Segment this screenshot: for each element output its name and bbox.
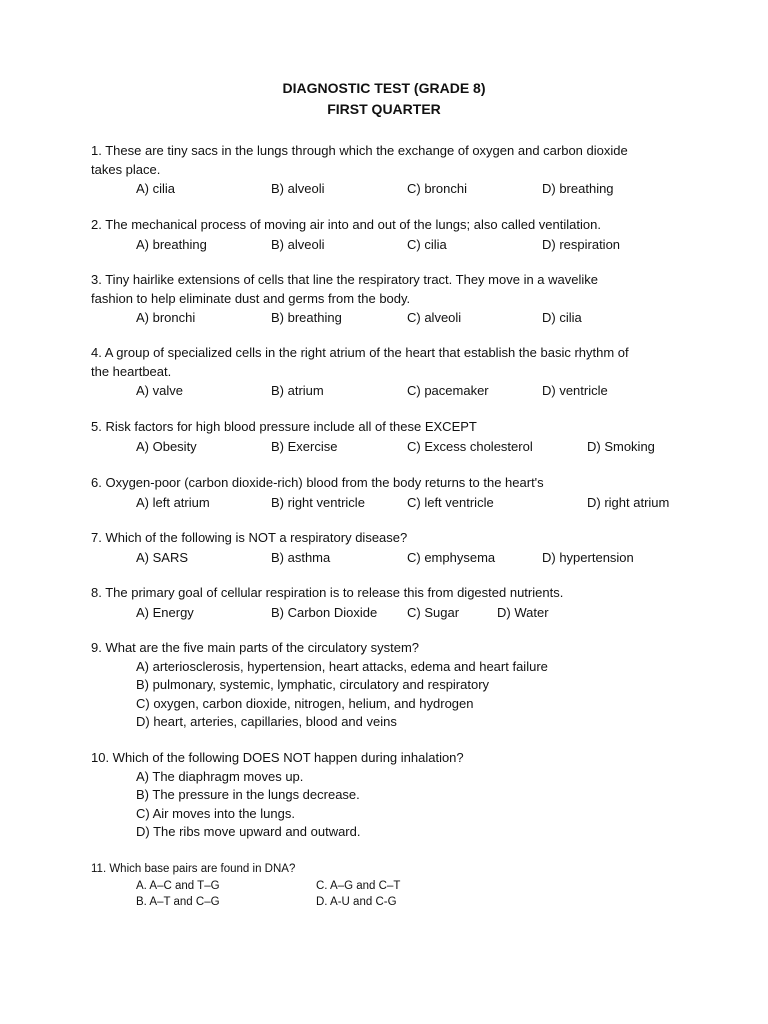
option-d: D) ventricle: [542, 383, 608, 398]
question-stem: 4. A group of specialized cells in the right atrium of the heart that establish the basic rhythm of: [91, 345, 629, 360]
option-d: D) right atrium: [587, 494, 670, 510]
option-a: A) breathing: [136, 236, 207, 252]
option-a: A) Obesity: [136, 438, 197, 454]
option-d: D) heart, arteries, capillaries, blood and veins: [136, 714, 397, 729]
option-b: B) right ventricle: [271, 494, 365, 510]
question-3: [91, 271, 691, 327]
option-b: B) Exercise: [271, 438, 338, 454]
option-d: D) respiration: [542, 236, 621, 252]
option-a: A) left atrium: [136, 494, 210, 510]
question-8: [91, 584, 691, 622]
question-stem: 1. These are tiny sacs in the lungs through which the exchange of oxygen and carbon dioxide: [91, 143, 628, 158]
option-d: D) breathing: [542, 181, 614, 196]
option-b: B) breathing: [271, 310, 342, 325]
option-b: B) The pressure in the lungs decrease.: [136, 787, 360, 802]
option-row: [91, 894, 691, 911]
option-c: C) Air moves into the lungs.: [136, 805, 295, 821]
option-b: B) atrium: [271, 383, 324, 398]
option-c: C) Sugar: [407, 604, 460, 620]
option-row: [91, 308, 691, 327]
option-b: B) alveoli: [271, 236, 325, 252]
question-10: [91, 749, 691, 842]
question-11: [91, 861, 691, 911]
option-row: [91, 381, 691, 400]
option-d: D) cilia: [542, 310, 582, 325]
question-stem: 6. Oxygen-poor (carbon dioxide-rich) blood from the body returns to the heart's: [91, 475, 544, 490]
question-2: [91, 216, 691, 254]
option-b: B) Carbon Dioxide: [271, 604, 378, 620]
option-c: C) emphysema: [407, 549, 496, 565]
option-list: [91, 768, 691, 842]
question-stem: 11. Which base pairs are found in DNA?: [91, 863, 296, 875]
question-9: [91, 639, 691, 732]
option-a: A) valve: [136, 383, 183, 398]
option-c: C) alveoli: [407, 310, 462, 325]
option-row: [91, 179, 691, 198]
option-c: C) cilia: [407, 236, 447, 252]
option-d: D) hypertension: [542, 549, 634, 565]
option-c: C) pacemaker: [407, 383, 489, 398]
option-row: [91, 493, 691, 512]
question-5: [91, 418, 691, 456]
option-a: A) bronchi: [136, 310, 196, 325]
question-stem: 5. Risk factors for high blood pressure include all of these EXCEPT: [91, 419, 477, 434]
option-c: C) left ventricle: [407, 494, 494, 510]
test-subtitle: FIRST QUARTER: [327, 101, 441, 117]
option-d: D. A-U and C-G: [316, 896, 397, 908]
option-row: [91, 235, 691, 254]
question-1: [91, 142, 691, 198]
option-a: A) The diaphragm moves up.: [136, 768, 304, 784]
option-a: A) SARS: [136, 549, 189, 565]
question-stem: fashion to help eliminate dust and germs from the body.: [91, 290, 411, 306]
question-7: [91, 529, 691, 567]
option-a: A) cilia: [136, 181, 176, 196]
option-a: A. A–C and T–G: [136, 879, 220, 892]
question-stem: the heartbeat.: [91, 363, 172, 379]
question-stem: 7. Which of the following is NOT a respiratory disease?: [91, 530, 408, 545]
option-b: B) pulmonary, systemic, lymphatic, circulatory and respiratory: [136, 677, 490, 692]
test-title: DIAGNOSTIC TEST (GRADE 8): [282, 80, 486, 96]
question-stem: 8. The primary goal of cellular respiration is to release this from digested nutrients.: [91, 585, 564, 600]
question-stem: 3. Tiny hairlike extensions of cells that line the respiratory tract. They move in a wavelike: [91, 272, 598, 287]
option-row: [91, 603, 691, 622]
question-stem: 10. Which of the following DOES NOT happen during inhalation?: [91, 750, 464, 765]
option-b: B. A–T and C–G: [136, 896, 220, 908]
question-4: [91, 344, 691, 400]
option-row: [91, 548, 691, 567]
option-c: C. A–G and C–T: [316, 879, 401, 892]
option-row: [91, 437, 691, 456]
option-c: C) Excess cholesterol: [407, 438, 533, 454]
option-d: D) Water: [497, 604, 549, 620]
option-b: B) alveoli: [271, 181, 325, 196]
option-d: D) Smoking: [587, 438, 655, 454]
question-stem: takes place.: [91, 161, 161, 177]
option-c: C) bronchi: [407, 181, 467, 196]
option-list: [91, 658, 691, 732]
option-d: D) The ribs move upward and outward.: [136, 824, 361, 839]
option-c: C) oxygen, carbon dioxide, nitrogen, helium, and hydrogen: [136, 695, 474, 711]
option-b: B) asthma: [271, 549, 331, 565]
option-a: A) Energy: [136, 604, 194, 620]
question-6: [91, 474, 691, 512]
question-stem: 2. The mechanical process of moving air into and out of the lungs; also called ventilation.: [91, 217, 601, 232]
option-a: A) arteriosclerosis, hypertension, heart attacks, edema and heart failure: [136, 658, 548, 674]
question-stem: 9. What are the five main parts of the circulatory system?: [91, 640, 420, 655]
option-row: [91, 878, 691, 895]
